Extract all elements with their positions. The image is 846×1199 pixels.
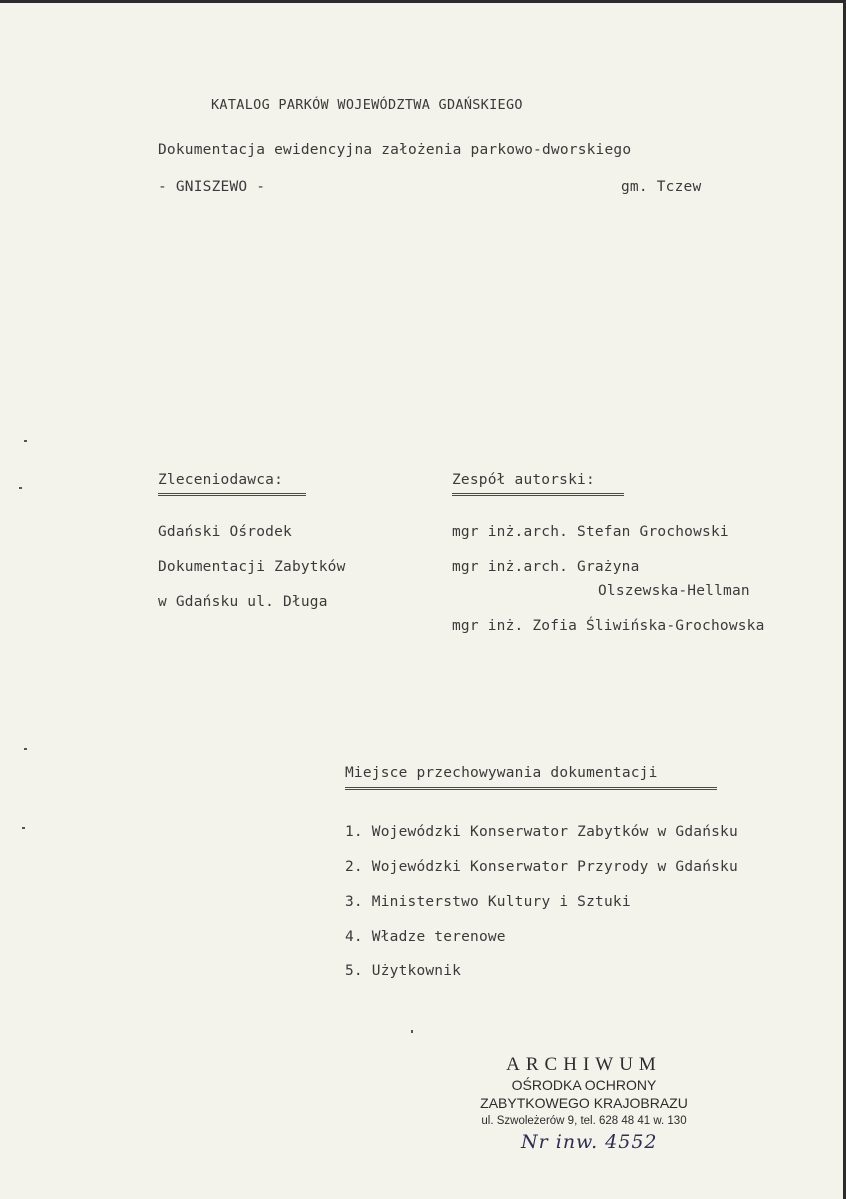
storage-item-4: 4. Władze terenowe	[345, 929, 506, 945]
stamp-title: ARCHIWUM	[506, 1054, 662, 1075]
authors-heading-underline	[452, 493, 624, 496]
storage-heading: Miejsce przechowywania dokumentacji	[345, 765, 658, 781]
margin-mark	[24, 748, 27, 750]
catalog-title: KATALOG PARKÓW WOJEWÓDZTWA GDAŃSKIEGO	[211, 97, 523, 113]
archive-stamp	[470, 1054, 698, 1127]
stamp-line-1: OŚRODKA OCHRONY	[511, 1077, 657, 1093]
authors-heading: Zespół autorski:	[452, 472, 595, 488]
handwritten-inventory-number: Nr inw. 4552	[521, 1131, 658, 1153]
client-heading-underline	[158, 493, 306, 496]
author-line-3: Olszewska-Hellman	[598, 583, 750, 599]
margin-mark	[22, 827, 25, 829]
client-heading: Zleceniodawca:	[158, 472, 284, 488]
author-line-2: mgr inż.arch. Grażyna	[452, 559, 640, 575]
storage-item-3: 3. Ministerstwo Kultury i Sztuki	[345, 894, 631, 910]
margin-mark	[19, 487, 22, 489]
client-line-3: w Gdańsku ul. Długa	[158, 594, 328, 610]
client-line-1: Gdański Ośrodek	[158, 524, 292, 540]
client-line-2: Dokumentacji Zabytków	[158, 559, 346, 575]
commune-name: gm. Tczew	[621, 179, 702, 195]
author-line-1: mgr inż.arch. Stefan Grochowski	[452, 524, 729, 540]
author-line-4: mgr inż. Zofia Śliwińska-Grochowska	[452, 618, 765, 634]
storage-item-5: 5. Użytkownik	[345, 963, 462, 979]
storage-item-1: 1. Wojewódzki Konserwator Zabytków w Gdańsku	[345, 824, 738, 840]
stamp-line-2: ZABYTKOWEGO KRAJOBRAZU	[480, 1095, 688, 1111]
storage-heading-underline	[345, 787, 717, 790]
margin-mark	[24, 440, 27, 442]
stamp-address: ul. Szwoleżerów 9, tel. 628 48 41 w. 130	[481, 1115, 687, 1127]
place-name: - GNISZEWO -	[158, 179, 266, 195]
storage-item-2: 2. Wojewódzki Konserwator Przyrody w Gdańsku	[345, 859, 738, 875]
margin-mark	[411, 1030, 413, 1033]
document-subtitle: Dokumentacja ewidencyjna założenia parkowo-dworskiego	[158, 142, 632, 158]
